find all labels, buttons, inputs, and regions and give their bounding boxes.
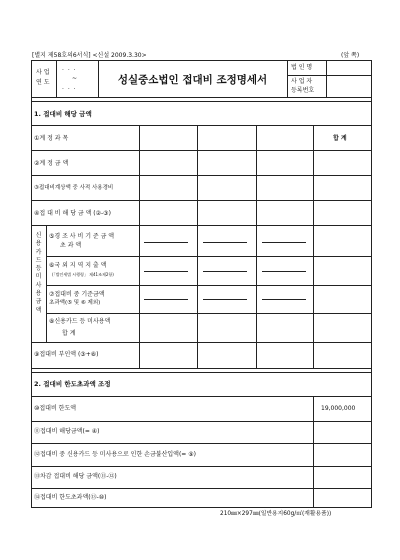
limit-label: ⑩접대비 한도액 [34, 405, 77, 412]
amount-ref-label: ⑪접대비 해당금액(= ④) [34, 428, 100, 435]
divider [313, 125, 314, 368]
reg-no-label: 사 업 자 [291, 78, 313, 85]
divider [31, 466, 372, 467]
divider [313, 396, 314, 508]
business-year-label: 연 도 [36, 79, 50, 86]
threshold-excess-label: ⑦접대비 중 기준금액 [49, 291, 105, 298]
divider [287, 60, 288, 97]
card-unused-side-label: 신 용 카 드 등 미 사 용 금 액 [35, 232, 42, 314]
divider [46, 256, 372, 257]
card-unused-total-label: ⑧신용카드 등 미사용액 [49, 318, 111, 325]
divider [56, 60, 57, 97]
divider [139, 125, 140, 368]
divider [31, 101, 372, 102]
blank-line [262, 271, 306, 272]
reg-no-label: 등록번호 [291, 87, 315, 94]
non-deductible-label: ⑨접대비 부인액 (③+⑧) [34, 351, 99, 358]
condolence-label: 초 과 액 [60, 242, 82, 249]
blank-line [203, 299, 247, 300]
condolence-label: ⑤경 조 사 비 기 준 금 액 [49, 233, 115, 240]
blank-line [262, 242, 306, 243]
divider [326, 60, 327, 97]
overseas-label: ⑥국 외 지 역 지 출 액 [49, 262, 107, 269]
divider [31, 368, 372, 369]
divider [31, 443, 372, 444]
divider [197, 125, 198, 368]
blank-line [144, 242, 188, 243]
year-end-field[interactable]: · · · [62, 86, 77, 93]
section2-title: 2. 접대비 한도초과액 조정 [34, 380, 111, 388]
divider [31, 372, 372, 373]
divider [31, 488, 372, 489]
business-year-label: 사 업 [36, 69, 50, 76]
divider [31, 150, 372, 151]
divider [31, 125, 372, 126]
year-start-field[interactable]: · · · [62, 67, 77, 74]
threshold-excess-label: 초과액(⑤ 및 ⑥ 제외) [49, 300, 101, 306]
blank-line [262, 299, 306, 300]
net-amount-label: ⑬차감 접대비 해당 금액(⑪-⑫) [34, 473, 117, 480]
form-frame [31, 60, 372, 508]
limit-value: 19,000,000 [321, 405, 356, 412]
blank-line [144, 271, 188, 272]
divider [46, 313, 372, 314]
divider [31, 396, 372, 397]
tilde-separator: ~ [72, 75, 78, 82]
divider [31, 421, 372, 422]
divider [31, 342, 372, 343]
limit-excess-label: ⑭접대비 한도초과액(⑬-⑩) [34, 494, 107, 501]
divider [31, 200, 372, 201]
card-unused-total-label: 합 계 [62, 330, 76, 337]
blank-line [203, 242, 247, 243]
blank-line [144, 299, 188, 300]
page-side-note: (앞 쪽) [341, 52, 360, 59]
divider [256, 125, 257, 368]
divider [287, 75, 372, 76]
divider [46, 285, 372, 286]
form-title: 성실중소법인 접대비 조정명세서 [117, 74, 268, 86]
account-amount-label: ②계 정 금 액 [34, 160, 69, 167]
divider [31, 225, 372, 226]
private-use-label: ③접대비계상액 중 사적 사용경비 [34, 185, 114, 191]
overseas-note: (「법인세법 시행령」 제41조제2항) [52, 272, 114, 277]
divider [31, 97, 372, 98]
divider [46, 225, 47, 342]
paper-spec: 210㎜×297㎜(일반용지60g/㎡(재활용품)) [220, 511, 332, 517]
card-unused-ref-label: ⑫접대비 중 신용카드 등 미사용으로 인한 손금불산입액(= ⑨) [34, 451, 196, 458]
section1-title: 1. 접대비 해당 금액 [34, 110, 92, 118]
corp-name-label: 법 인 명 [291, 64, 313, 71]
blank-line [203, 271, 247, 272]
divider [31, 175, 372, 176]
account-subject-label: ①계 정 과 목 [34, 135, 69, 142]
form-number: [별지 제58호의6서식] <신설 2009.3.30> [32, 52, 147, 59]
entertainment-amount-label: ④접 대 비 해 당 금 액 (②-③) [34, 210, 111, 217]
total-column-label: 합 계 [333, 135, 347, 142]
